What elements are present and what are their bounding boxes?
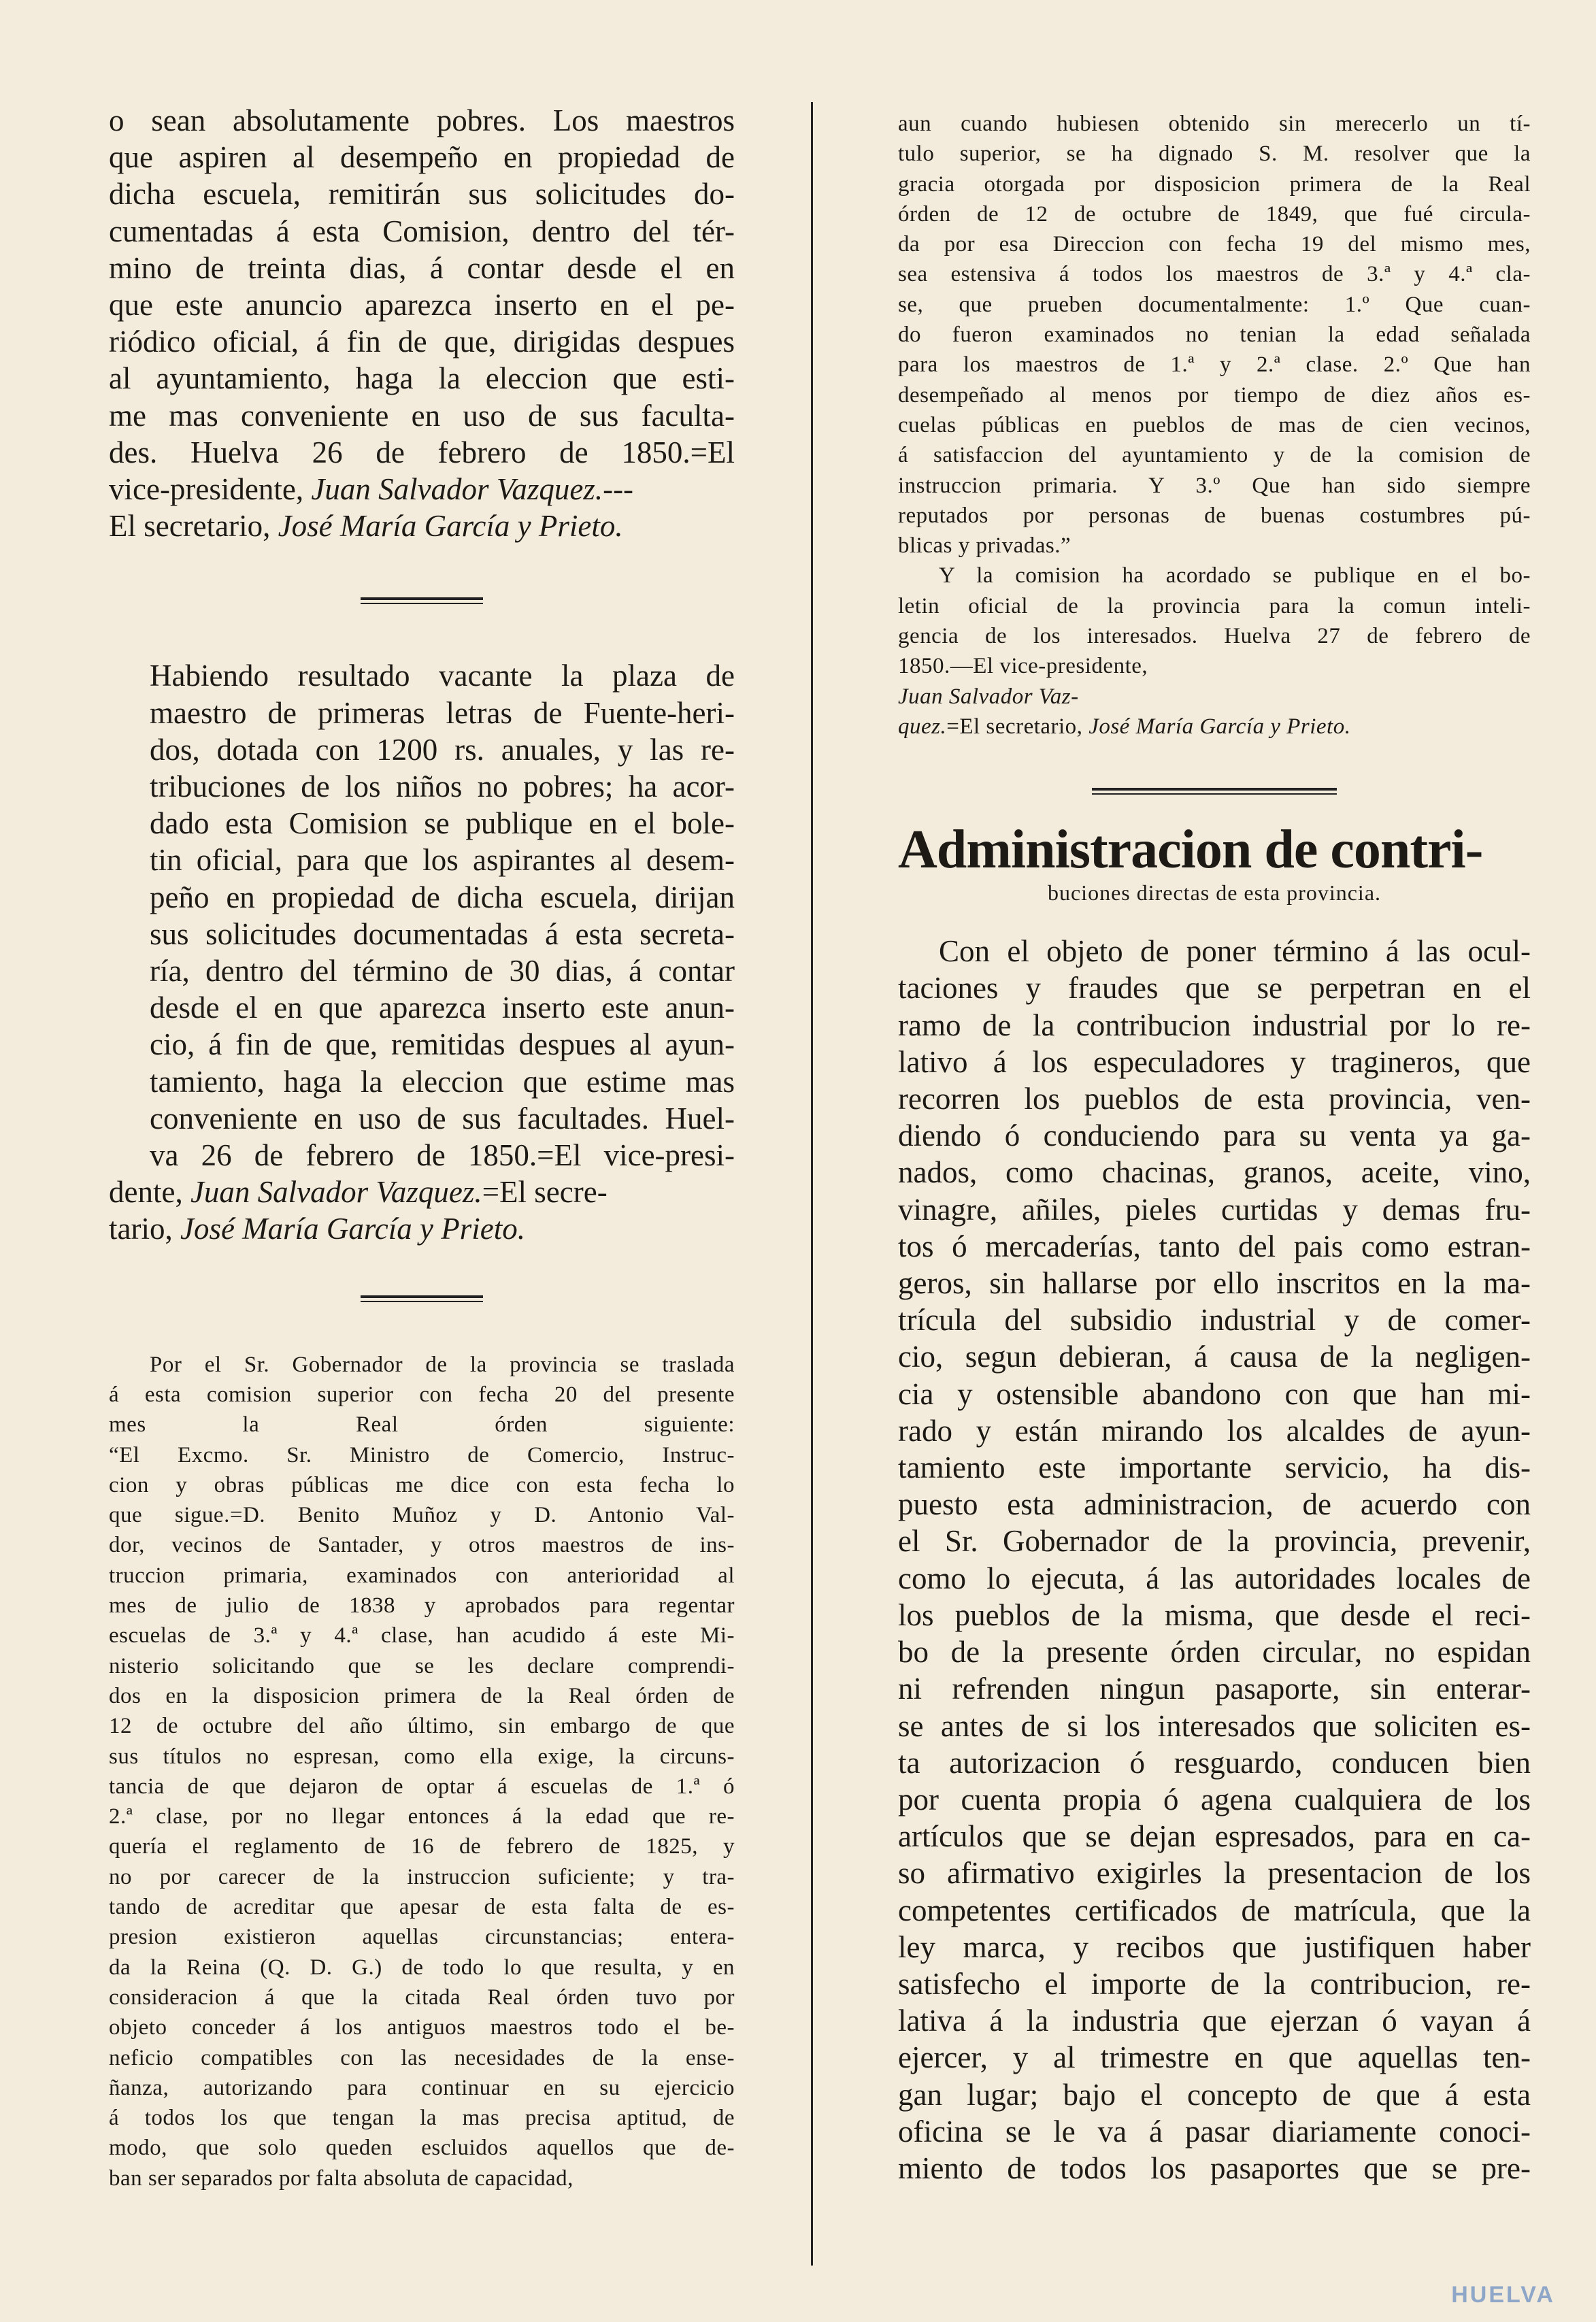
text-line: ría, dentro del término de 30 dias, á contar (150, 954, 735, 989)
text-line: nisterio solicitando que se les declare comprendi- (109, 1653, 735, 1678)
text-line: dado esta Comision se publique en el bole- (150, 806, 735, 841)
paragraph-fuente-heridos (109, 657, 735, 1174)
text-line: puesto esta administracion, de acuerdo con (898, 1487, 1531, 1522)
text-line: tribuciones de los niños no pobres; ha acor- (150, 769, 735, 804)
text-line: ejercer, y al trimestre en que aquellas ten- (898, 2040, 1531, 2075)
text-line: sea estensiva á todos los maestros de 3.ª y 4.ª cla- (898, 262, 1531, 287)
text-line: truccion primaria, examinados con anterioridad al (109, 1563, 735, 1588)
text-line: ley marca, y recibos que justifiquen haber (898, 1929, 1531, 1964)
text-line: tulo superior, se ha dignado S. M. resolver que la (898, 142, 1531, 167)
section-rule (1092, 788, 1337, 795)
text-line: lativo á los especuladores y tragineros, que (898, 1044, 1531, 1079)
text-line: da por esa Direccion con fecha 19 del mismo mes, (898, 232, 1531, 257)
text-line: des. Huelva 26 de febrero de 1850.=El (109, 435, 735, 469)
text-line: me mas conveniente en uso de sus faculta- (109, 398, 735, 433)
text-line: riódico oficial, á fin de que, dirigidas despues (109, 325, 735, 359)
text-line: para los maestros de 1.ª y 2.ª clase. 2.º Que han (898, 352, 1531, 378)
text-line: el Sr. Gobernador de la provincia, prevenir, (898, 1524, 1531, 1559)
text-line: á satisfaccion del ayuntamiento y de la comision de (898, 443, 1531, 468)
text-line: lativa á la industria que ejerzan ó vayan á (898, 2004, 1531, 2038)
text-line: blicas y privadas.” (898, 533, 1071, 559)
text-line: diendo ó conduciendo para su venta ya ga- (898, 1118, 1531, 1153)
text-line: que este anuncio aparezca inserto en el pe- (109, 288, 735, 322)
paragraph-signature-1: vice-presidente, Juan Salvador Vazquez.--- El secretario, José María García y Prieto. (109, 472, 634, 544)
text-line: presion existieron aquellas circunstancias; entera- (109, 1925, 735, 1950)
text-line: ta autorizacion ó resguardo, conducen bien (898, 1745, 1531, 1780)
text-line: satisfecho el importe de la contribucion, re- (898, 1966, 1531, 2001)
text-line: instruccion primaria. Y 3.º Que han sido siempre (898, 473, 1531, 498)
text-line: peño en propiedad de dicha escuela, dirijan (150, 880, 735, 914)
text-line: que aspiren al desempeño en propiedad de (109, 140, 735, 175)
text-line: á esta comision superior con fecha 20 del presente (109, 1382, 735, 1407)
text-line: reputados por personas de buenas costumbres pú- (898, 503, 1531, 528)
text-line: cio, segun debieran, á causa de la negligen- (898, 1340, 1531, 1374)
text-line: miento de todos los pasaportes que se pre- (898, 2151, 1531, 2185)
text-line: bo de la presente órden circular, no espidan (898, 1635, 1531, 1670)
text-line: Con el objeto de poner término á las ocul- (939, 934, 1531, 969)
text-line: consideracion á que la citada Real órden tuvo por (109, 1985, 735, 2010)
text-line: ni refrenden ningun pasaporte, sin enterar- (898, 1672, 1531, 1706)
text-line: al ayuntamiento, haga la eleccion que esti- (109, 361, 735, 396)
text-line: que sigue.=D. Benito Muñoz y D. Antonio Val- (109, 1503, 735, 1528)
text-line: cumentadas á esta Comision, dentro del tér- (109, 214, 735, 248)
text-line: competentes certificados de matrícula, que la (898, 1893, 1531, 1927)
text-line: 2.ª clase, por no llegar entonces á la edad que re- (109, 1804, 735, 1829)
text-line: gracia otorgada por disposicion primera de la Real (898, 171, 1531, 197)
paragraph-contributions (898, 933, 1531, 2187)
text-line: o sean absolutamente pobres. Los maestros (109, 103, 735, 137)
text-line: tancia de que dejaron de optar á escuelas de 1.ª ó (109, 1774, 735, 1799)
text-line: Y la comision ha acordado se publique en el bo- (939, 563, 1531, 588)
text-line: tamiento, haga la eleccion que estime mas (150, 1064, 735, 1099)
text-line: cia y ostensible abandono con que han mi- (898, 1376, 1531, 1411)
text-line: ramo de la contribucion industrial por lo re- (898, 1008, 1531, 1042)
text-line: dos, dotada con 1200 rs. anuales, y las re- (150, 732, 735, 767)
text-line: Habiendo resultado vacante la plaza de (150, 659, 735, 693)
text-line: sus títulos no espresan, como ella exige, la circuns- (109, 1744, 735, 1769)
section-heading: Administracion de contri- (898, 820, 1483, 880)
text-line: so afirmativo exigirles la presentacion de los (898, 1856, 1531, 1891)
text-line: desde el en que aparezca inserto este anun- (150, 991, 735, 1025)
secretary-name: José María García y Prieto. (278, 509, 623, 544)
paragraph-teachers-notice (109, 102, 735, 471)
text-line: letin oficial de la provincia para la comun inteli- (898, 593, 1531, 618)
text-line: mes de julio de 1838 y aprobados para regentar (109, 1593, 735, 1619)
column-divider (811, 102, 813, 2266)
text-line: cio, á fin de que, remitidas despues al ayun- (150, 1027, 735, 1062)
text-line: artículos que se dejan espresados, para en ca- (898, 1819, 1531, 1854)
text-line: los pueblos de la misma, que desde el reci- (898, 1597, 1531, 1632)
text-line: modo, que solo queden escluidos aquellos que de- (109, 2136, 735, 2161)
text-line: cuelas públicas en pueblos de mas de cien vecinos, (898, 412, 1531, 437)
text-line: mino de treinta dias, á contar desde el en (109, 250, 735, 285)
text-line: órden de 12 de octubre de 1849, que fué circula- (898, 201, 1531, 227)
text-line: objeto conceder á los antiguos maestros todo el be- (109, 2015, 735, 2040)
text-line: dos en la disposicion primera de la Real órden de (109, 1683, 735, 1708)
text-line: tos ó mercaderías, tanto del pais como estran- (898, 1229, 1531, 1263)
left-column (109, 102, 735, 2193)
text-line: 12 de octubre del año último, sin embargo de que (109, 1714, 735, 1739)
text-line: da la Reina (Q. D. G.) de todo lo que resulta, y en (109, 1955, 735, 1980)
text-line: ban ser separados por falta absoluta de capacidad, (109, 2166, 573, 2191)
text-line: 1850.—El vice-presidente, (898, 654, 1148, 679)
text-line: va 26 de febrero de 1850.=El vice-presi- (150, 1138, 735, 1173)
text-line: cion y obras públicas me dice con esta fecha lo (109, 1472, 735, 1497)
paragraph-commission (898, 561, 1531, 681)
text-line: se, que prueben documentalmente: 1.º Que cuan- (898, 292, 1531, 317)
text-line: Por el Sr. Gobernador de la provincia se traslada (150, 1352, 735, 1377)
text-line: como lo ejecuta, á las autoridades locales de (898, 1561, 1531, 1595)
vice-president-name: Juan Salvador Vazquez. (311, 472, 603, 507)
text-line: á todos los que tengan la mas precisa aptitud, de (109, 2106, 735, 2131)
text-line: nados, como chacinas, granos, aceite, vino, (898, 1155, 1531, 1190)
text-line: tando de acreditar que apesar de esta falta de es- (109, 1895, 735, 1920)
text-line: trícula del subsidio industrial y de comer- (898, 1303, 1531, 1338)
text-line: do fueron examinados no tenian la edad señalada (898, 322, 1531, 348)
text-line: oficina se le va á pasar diariamente conoci- (898, 2114, 1531, 2149)
paragraph-signature-2: dente, Juan Salvador Vazquez.=El secre- tario, José María García y Prieto. (109, 1175, 608, 1246)
text-line: ñanza, autorizando para continuar en su ejercicio (109, 2075, 735, 2100)
text-line: gencia de los interesados. Huelva 27 de febrero de (898, 624, 1531, 649)
text-line: tin oficial, para que los aspirantes al desem- (150, 843, 735, 878)
text-line: neficio compatibles con las necesidades de la ense- (109, 2045, 735, 2070)
text-line: quería el reglamento de 16 de febrero de 1825, y (109, 1834, 735, 1859)
paragraph-real-orden-cont (898, 109, 1531, 561)
text-line: recorren los pueblos de esta provincia, ven- (898, 1082, 1531, 1116)
text-line: maestro de primeras letras de Fuente-heri- (150, 695, 735, 730)
paragraph-signature-3: Juan Salvador Vaz- quez.=El secretario, José María García y Prieto. (898, 684, 1351, 739)
text-line: vinagre, añiles, pieles curtidas y demas fru- (898, 1192, 1531, 1227)
section-rule (361, 1295, 483, 1302)
text-line: geros, sin hallarse por ello inscritos en la ma- (898, 1266, 1531, 1301)
section-rule (361, 597, 483, 604)
text-line: sus solicitudes documentadas á esta secreta- (150, 916, 735, 951)
text-line: no por carecer de la instruccion suficiente; y tra- (109, 1864, 735, 1889)
text-line: tamiento este importante servicio, ha dis- (898, 1450, 1531, 1485)
text-line: taciones y fraudes que se perpetran en el (898, 971, 1531, 1006)
archive-stamp: HUELVA (1451, 2282, 1555, 2308)
text-line: gan lugar; bajo el concepto de que á esta (898, 2077, 1531, 2112)
text-line: dor, vecinos de Santader, y otros maestros de ins- (109, 1533, 735, 1558)
text-line: mes la Real órden siguiente: (109, 1412, 735, 1438)
text-line: rado y están mirando los alcaldes de ayun- (898, 1413, 1531, 1448)
section-subheading: buciones directas de esta provincia. (1047, 880, 1382, 906)
text-line: se antes de si los interesados que soliciten es- (898, 1708, 1531, 1743)
text-line: escuelas de 3.ª y 4.ª clase, han acudido á este Mi- (109, 1623, 735, 1648)
right-column (898, 109, 1531, 2187)
text-line: conveniente en uso de sus facultades. Huel- (150, 1101, 735, 1135)
text-line: dicha escuela, remitirán sus solicitudes do- (109, 177, 735, 212)
text-line: aun cuando hubiesen obtenido sin merecerlo un tí- (898, 112, 1531, 136)
paragraph-real-orden (109, 1350, 735, 2193)
text-line: desempeñado al menos por tiempo de diez años es- (898, 382, 1531, 408)
text-line: por cuenta propia ó agena cualquiera de los (898, 1782, 1531, 1817)
text-line: “El Excmo. Sr. Ministro de Comercio, Instruc- (109, 1442, 735, 1467)
